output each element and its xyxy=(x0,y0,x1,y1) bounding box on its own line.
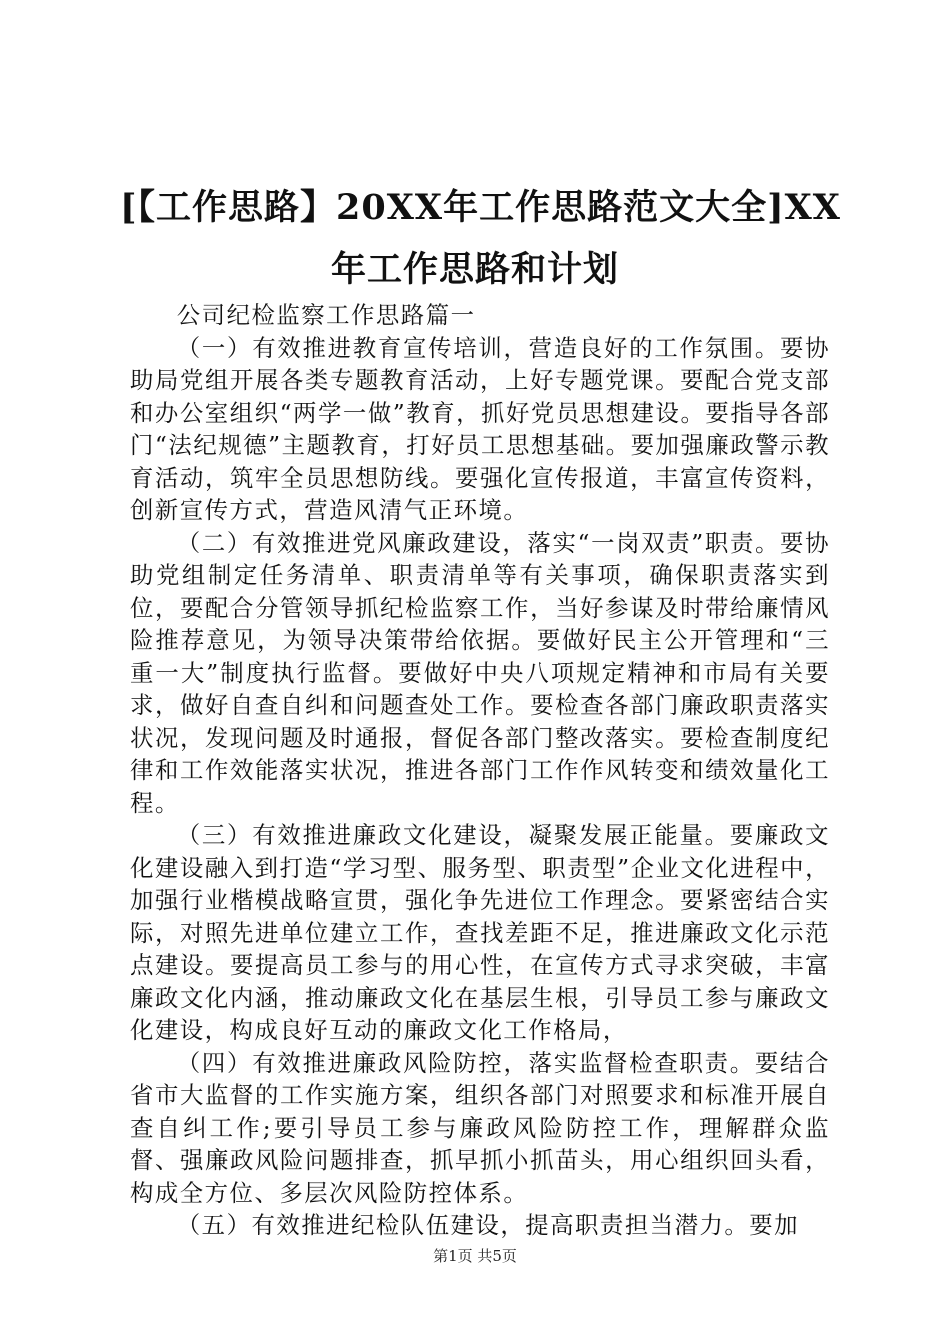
document-title-line-1: [【工作思路】20XX年工作思路范文大全]XX xyxy=(120,187,841,228)
page-footer: 第1页 共5页 xyxy=(433,1247,517,1265)
document-title-line-2: 年工作思路和计划 xyxy=(330,249,619,290)
paragraph-4: （四）有效推进廉政风险防控，落实监督检查职责。要结合省市大监督的工作实施方案，组织各部门对照要求和标准开展自查自纠工作;要引导员工参与廉政风险防控工作，理解群众监督、强廉政风险问题排查，抓早抓小抓苗头，用心组织回头看，构成全方位、多层次风险防控体系。 xyxy=(130,1048,830,1207)
paragraph-3: （三）有效推进廉政文化建设，凝聚发展正能量。要廉政文化建设融入到打造“学习型、服务型、职责型”企业文化进程中，加强行业楷模战略宣贯，强化争先进位工作理念。要紧密结合实际，对照先进单位建立工作，查找差距不足，推进廉政文化示范点建设。要提高员工参与的用心性，在宣传方式寻求突破，丰富廉政文化内涵，推动廉政文化在基层生根，引导员工参与廉政文化建设，构成良好互动的廉政文化工作格局， xyxy=(130,821,830,1044)
paragraph-2: （二）有效推进党风廉政建设，落实“一岗双责”职责。要协助党组制定任务清单、职责清单等有关事项，确保职责落实到位，要配合分管领导抓纪检监察工作，当好参谋及时带给廉情风险推荐意见，为领导决策带给依据。要做好民主公开管理和“三重一大”制度执行监督。要做好中央八项规定精神和市局有关要求，做好自查自纠和问题查处工作。要检查各部门廉政职责落实状况，发现问题及时通报，督促各部门整改落实。要检查制度纪律和工作效能落实状况，推进各部门工作作风转变和绩效量化工程。 xyxy=(130,528,830,817)
paragraph-1: （一）有效推进教育宣传培训，营造良好的工作氛围。要协助局党组开展各类专题教育活动，上好专题党课。要配合党支部和办公室组织“两学一做”教育，抓好党员思想建设。要指导各部门“法纪规德”主题教育，打好员工思想基础。要加强廉政警示教育活动，筑牢全员思想防线。要强化宣传报道，丰富宣传资料，创新宣传方式，营造风清气正环境。 xyxy=(130,333,830,524)
document-body xyxy=(130,299,830,1242)
paragraph-5: （五）有效推进纪检队伍建设，提高职责担当潜力。要加 xyxy=(176,1211,800,1239)
section-heading: 公司纪检监察工作思路篇一 xyxy=(176,301,476,329)
